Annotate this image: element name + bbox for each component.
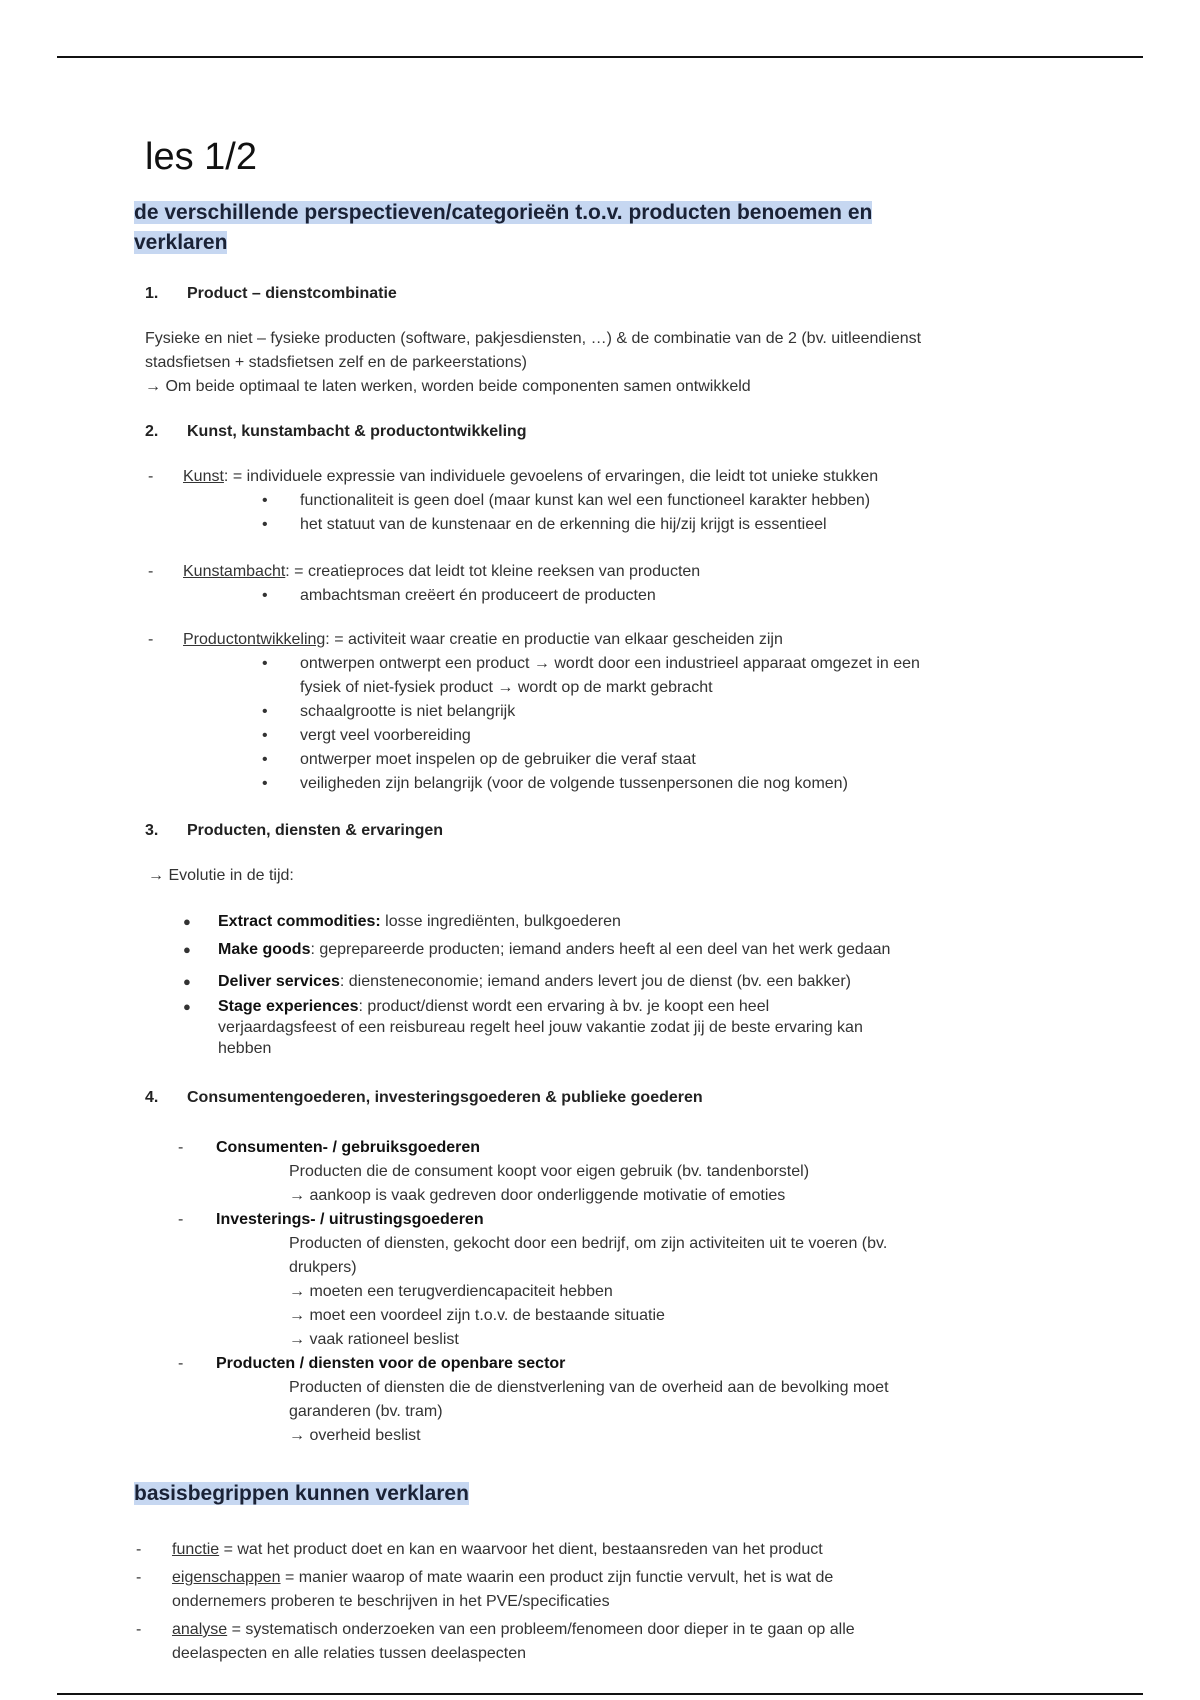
services-term: Deliver services [218, 973, 340, 990]
investment-goods-title: Investerings- / uitrustingsgoederen [216, 1211, 484, 1228]
experiences-text-1: : product/dienst wordt een ervaring à bv. je koopt een heel [358, 998, 770, 1015]
page-title: les 1/2 [145, 136, 257, 178]
goods-types-block: - Consumenten- / gebruiksgoederen Producten die de consument koopt voor eigen gebruik (bv. tandenborstel) → aankoop is vaak gedreven door onderliggende motivatie of emoties - Investerings- / uitrustingsgoederen Producten of diensten, gekocht door een bedrijf, om zijn activiteiten uit te voeren (bv. drukpers) → moeten een terugverdiencapaciteit hebben → moet een voordeel zijn t.o.v. de bestaande situatie → vaak rationeel beslist - Producten / diensten voor de openbare sector Producten of diensten die de dienstverlening van de overheid aan de bevolking moet garanderen (bv. tram) → overheid beslist [178, 1136, 1008, 1448]
list-item: • veiligheden zijn belangrijk (voor de volgende tussenpersonen die nog komen) [262, 772, 1098, 796]
section-1-title [145, 285, 397, 303]
heading-perspectives [134, 198, 964, 258]
public-goods-line-1: Producten of diensten die de dienstverlening van de overheid aan de bevolking moet [289, 1379, 889, 1396]
evolutie-line: → Evolutie in de tijd: [148, 867, 294, 884]
investment-goods-line-3: → moeten een terugverdiencapaciteit hebben [289, 1283, 613, 1300]
eigenschappen-term: eigenschappen [172, 1569, 281, 1586]
consumer-goods-line-1: Producten die de consument koopt voor eigen gebruik (bv. tandenborstel) [289, 1163, 810, 1180]
section-2-title [145, 423, 527, 441]
investment-goods-line-5: → vaak rationeel beslist [289, 1331, 459, 1348]
functie-definition: = wat het product doet en kan en waarvoor het dient, bestaansreden van het product [219, 1541, 823, 1558]
investment-goods-line-1: Producten of diensten, gekocht door een bedrijf, om zijn activiteiten uit te voeren (bv. [289, 1235, 888, 1252]
eigenschappen-definition-1: = manier waarop of mate waarin een product zijn functie vervult, het is wat de [280, 1569, 834, 1586]
s1-line-3: → Om beide optimaal te laten werken, worden beide componenten samen ontwikkeld [145, 378, 751, 395]
heading-perspectives-text: de verschillende perspectieven/categorieën t.o.v. producten benoemen en verklaren [134, 201, 873, 254]
list-item: • vergt veel voorbereiding [262, 724, 1098, 748]
productontwikkeling-block: - Productontwikkeling: = activiteit waar creatie en productie van elkaar gescheiden zijn • ontwerpen ontwerpt een product → wordt door een industrieel apparaat omgezet in een fysiek of niet-fysiek product → wordt op de markt gebracht • schaalgrootte is niet belangrijk • vergt veel voorbereiding • ontwerper moet inspelen op de gebruiker die veraf staat • veiligheden zijn belangrijk (voor de volgende tussenpersonen die nog komen) [148, 628, 1098, 796]
section-1-body [145, 327, 1085, 399]
public-goods-line-3: → overheid beslist [289, 1427, 421, 1444]
section-4-title-text: Consumentengoederen, investeringsgoederen & publieke goederen [187, 1089, 703, 1106]
consumer-goods-line-2: → aankoop is vaak gedreven door onderliggende motivatie of emoties [289, 1187, 786, 1204]
heading-basisbegrippen [134, 1480, 469, 1508]
eigenschappen-definition-2: ondernemers proberen te beschrijven in het PVE/specificaties [172, 1593, 610, 1610]
kunst-term: Kunst [183, 468, 224, 485]
analyse-term: analyse [172, 1621, 228, 1638]
list-item: • ontwerper moet inspelen op de gebruiker die veraf staat [262, 748, 1098, 772]
list-item: • het statuut van de kunstenaar en de erkenning die hij/zij krijgt is essentieel [262, 513, 1098, 537]
list-item [183, 910, 1003, 934]
heading-basisbegrippen-text: basisbegrippen kunnen verklaren [134, 1482, 469, 1505]
po-b1-line-1: ontwerpen ontwerpt een product → wordt door een industrieel apparaat omgezet in een [300, 655, 920, 672]
section-4-title [145, 1089, 703, 1107]
list-item: • ambachtsman creëert én produceert de producten [262, 584, 1098, 608]
section-3-title-text: Producten, diensten & ervaringen [187, 822, 444, 839]
productontwikkeling-term: Productontwikkeling [183, 631, 326, 648]
analyse-definition-1: = systematisch onderzoeken van een probleem/fenomeen door dieper in te gaan op alle [227, 1621, 855, 1638]
commodities-term: Extract commodities: [218, 913, 381, 930]
s1-line-1: Fysieke en niet – fysieke producten (software, pakjesdiensten, …) & de combinatie van de 2 (bv. uitleendienst [145, 330, 922, 347]
goods-term: Make goods [218, 941, 311, 958]
po-b1-line-2: fysiek of niet-fysiek product → wordt op de markt gebracht [300, 679, 713, 696]
definitions-list: - functie = wat het product doet en kan en waarvoor het dient, bestaansreden van het product - eigenschappen = manier waarop of mate waarin een product zijn functie vervult, het is wat de ondernemers proberen te beschrijven in het PVE/specificaties - analyse = systematisch onderzoeken van een probleem/fenomeen door dieper in te gaan op alle deelaspecten en alle relaties tussen deelaspecten [136, 1541, 855, 1662]
bottom-rule [57, 1693, 1143, 1695]
analyse-definition-2: deelaspecten en alle relaties tussen deelaspecten [172, 1645, 527, 1662]
section-3-number: 3. [145, 822, 159, 839]
kunstambacht-block: - Kunstambacht: = creatieproces dat leidt tot kleine reeksen van producten • ambachtsman creëert én produceert de producten [148, 560, 1098, 608]
list-item [183, 938, 1003, 962]
investment-goods-line-2: drukpers) [289, 1259, 357, 1276]
commodities-text: losse ingrediënten, bulkgoederen [380, 913, 621, 930]
productontwikkeling-definition: : = activiteit waar creatie en productie van elkaar gescheiden zijn [325, 631, 783, 648]
public-goods-title: Producten / diensten voor de openbare sector [216, 1355, 566, 1372]
list-item [183, 996, 1003, 1059]
section-3-title [145, 822, 443, 840]
kunstambacht-term: Kunstambacht [183, 563, 286, 580]
section-1-title-text: Product – dienstcombinatie [187, 285, 397, 302]
consumer-goods-title: Consumenten- / gebruiksgoederen [216, 1139, 481, 1156]
goods-text: : geprepareerde producten; iemand anders heeft al een deel van het werk gedaan [310, 941, 891, 958]
list-item: • functionaliteit is geen doel (maar kunst kan wel een functioneel karakter hebben) [262, 489, 1098, 513]
experiences-text-3: hebben [218, 1040, 272, 1057]
functie-term: functie [172, 1541, 220, 1558]
experiences-text-2: verjaardagsfeest of een reisbureau regelt heel jouw vakantie zodat jij de beste ervaring kan [218, 1019, 863, 1036]
list-item: • schaalgrootte is niet belangrijk [262, 700, 1098, 724]
kunstambacht-definition: : = creatieproces dat leidt tot kleine reeksen van producten [285, 563, 701, 580]
list-item [262, 652, 1098, 700]
investment-goods-line-4: → moet een voordeel zijn t.o.v. de bestaande situatie [289, 1307, 665, 1324]
evolution-list [183, 910, 1003, 1059]
section-4-number: 4. [145, 1089, 159, 1106]
top-rule [57, 56, 1143, 58]
kunst-block: - Kunst: = individuele expressie van individuele gevoelens of ervaringen, die leidt tot unieke stukken • functionaliteit is geen doel (maar kunst kan wel een functioneel karakter hebben) • het statuut van de kunstenaar en de erkenning die hij/zij krijgt is essentieel [148, 465, 1098, 537]
list-item [183, 970, 1003, 994]
section-2-number: 2. [145, 423, 159, 440]
experiences-term: Stage experiences [218, 998, 359, 1015]
kunst-definition: : = individuele expressie van individuele gevoelens of ervaringen, die leidt tot unieke stukken [223, 468, 879, 485]
services-text: : diensteneconomie; iemand anders levert jou de dienst (bv. een bakker) [339, 973, 851, 990]
section-2-title-text: Kunst, kunstambacht & productontwikkeling [187, 423, 527, 440]
s1-line-2: stadsfietsen + stadsfietsen zelf en de parkeerstations) [145, 354, 527, 371]
section-1-number: 1. [145, 285, 159, 302]
public-goods-line-2: garanderen (bv. tram) [289, 1403, 443, 1420]
